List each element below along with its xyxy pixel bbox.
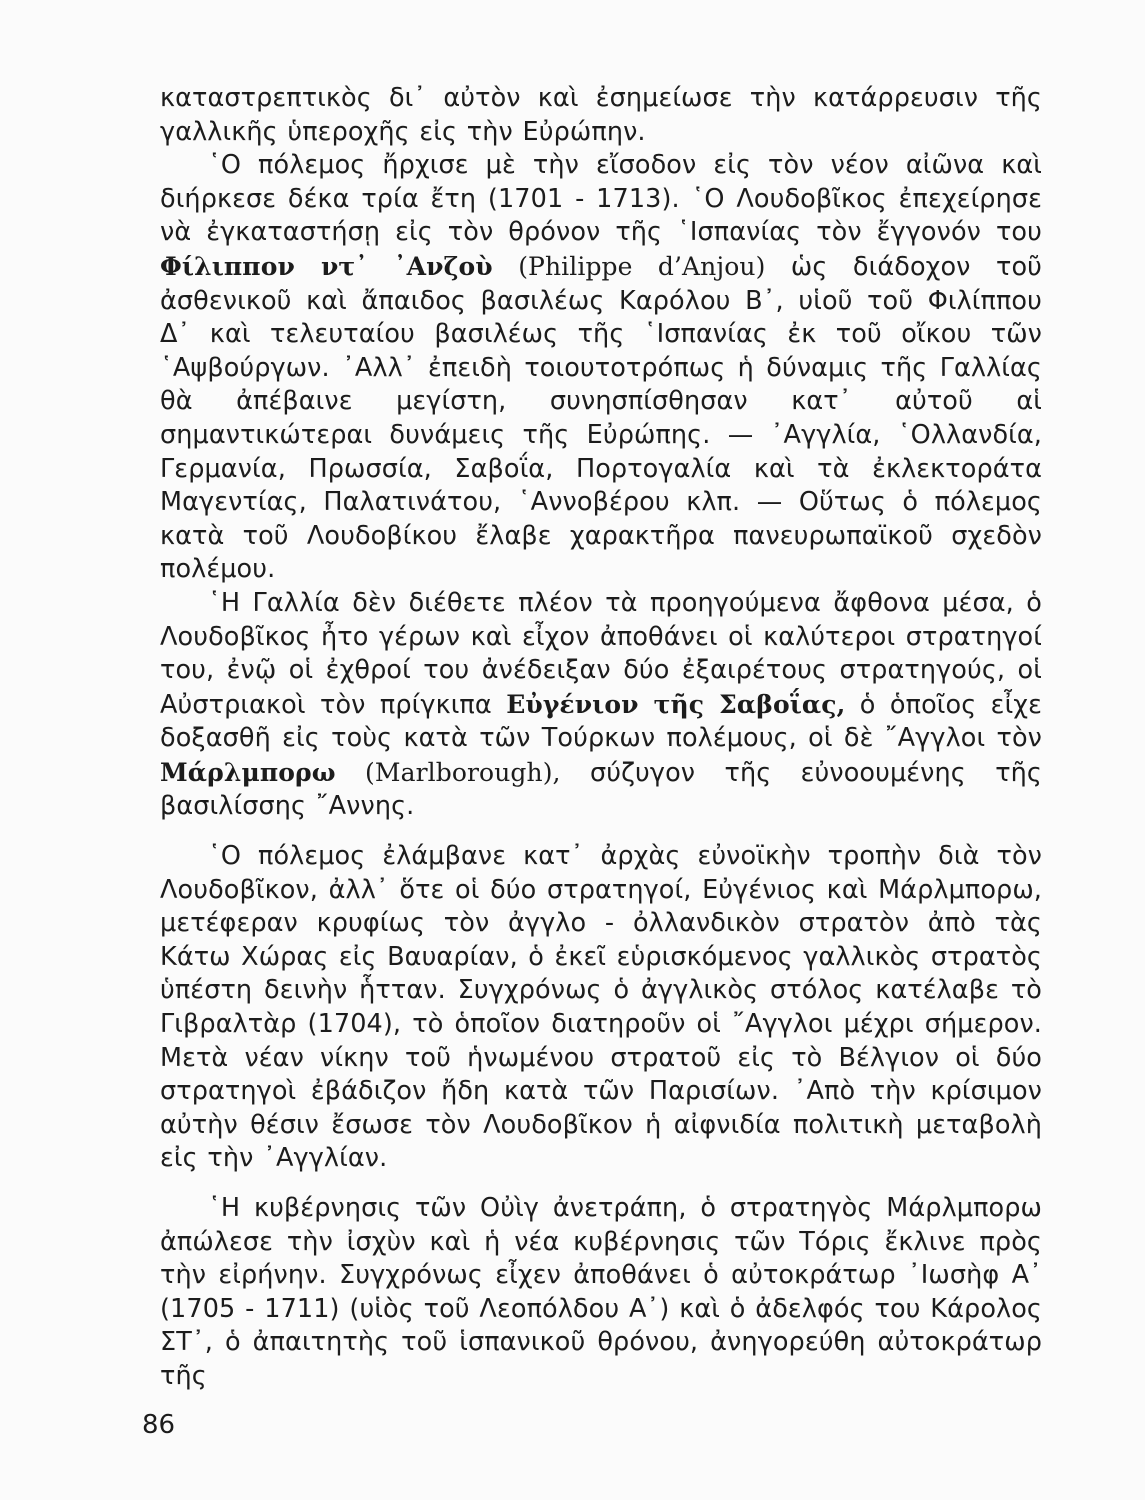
- text-run: ῾Ο πόλεμος ἤρχισε μὲ τὴν εἴσοδον εἰς τὸν νέον αἰῶνα καὶ διήρκεσε δέκα τρία ἔτη (1701 - 1713). ῾Ο Λουδοβῖκος ἐπεχείρησε νὰ ἐγκαταστήσῃ εἰς τὸν θρόνον τῆς ῾Ισπανίας τὸν ἔγγονόν του: [160, 150, 1042, 248]
- bold-name-philippe: Φίλιππον ντ᾽ ᾿Ανζοὺ: [160, 251, 493, 281]
- text-run: ῾Η κυβέρνησις τῶν Οὐὶγ ἀνετράπη, ὁ στρατηγὸς Μάρλμπορω ἀπώλεσε τὴν ἰσχὺν καὶ ἡ νέα κυβέρνησις τῶν Τόρις ἔκλινε πρὸς τὴν εἰρήνην. Συγχρόνως εἶχεν ἀποθάνει ὁ αὐτοκράτωρ ᾿Ιωσὴφ Α᾽ (1705 - 1711) (υἱὸς τοῦ Λεοπόλδου Α᾽) καὶ ὁ ἀδελφός του Κάρολος ΣΤ᾽, ὁ ἀπαιτητὴς τοῦ ἱσπανικοῦ θρόνου, ἀνηγορεύθη αὐτοκράτωρ τῆς: [160, 1193, 1042, 1391]
- text-run: ὡς διάδοχον τοῦ ἀσθενικοῦ καὶ ἄπαιδος βασιλέως Καρόλου Β᾽, υἱοῦ τοῦ Φιλίππου Δ᾽ καὶ τελευταίου βασιλέως τῆς ῾Ισπανίας ἐκ τοῦ οἴκου τῶν ῾Αψβούργων. ᾿Αλλ᾽ ἐπειδὴ τοιουτοτρόπως ἡ δύναμις τῆς Γαλλίας θὰ ἀπέβαινε μεγίστη, συνησπίσθησαν κατ᾽ αὐτοῦ αἱ σημαντικώτεραι δυνάμεις τῆς Εὐρώπης. — ᾿Αγγλία, ῾Ολλανδία, Γερμανία, Πρωσσία, Σαβοΐα, Πορτογαλία καὶ τὰ ἐκλεκτοράτα Μαγεντίας, Παλατινάτου, ῾Αννοβέρου κλπ. — Οὕτως ὁ πόλεμος κατὰ τοῦ Λουδοβίκου ἔλαβε χαρακτῆρα πανευρωπαϊκοῦ σχεδὸν πολέμου.: [160, 251, 1042, 585]
- paragraph-2: [160, 149, 1042, 587]
- latin-name-marlborough: (Marlborough),: [365, 757, 561, 787]
- paragraph-4: [160, 840, 1042, 1176]
- paragraph-3: [160, 587, 1042, 824]
- text-run: [336, 758, 365, 788]
- text-run: ῾Ο πόλεμος ἐλάμβανε κατ᾽ ἀρχὰς εὐνοϊκὴν τροπὴν διὰ τὸν Λουδοβῖκον, ἀλλ᾽ ὅτε οἱ δύο στρατηγοί, Εὐγένιος καὶ Μάρλμπορω, μετέφεραν κρυφίως τὸν ἀγγλο - ὀλλανδικὸν στρατὸν ἀπὸ τὰς Κάτω Χώρας εἰς Βαυαρίαν, ὁ ἐκεῖ εὑρισκόμενος γαλλικὸς στρατὸς ὑπέστη δεινὴν ἧτταν. Συγχρόνως ὁ ἀγγλικὸς στόλος κατέλαβε τὸ Γιβραλτὰρ (1704), τὸ ὁποῖον διατηροῦν οἱ ῎Αγγλοι μέχρι σήμερον. Μετὰ νέαν νίκην τοῦ ἡνωμένου στρατοῦ εἰς τὸ Βέλγιον οἱ δύο στρατηγοὶ ἐβάδιζον ἤδη κατὰ τῶν Παρισίων. ᾿Απὸ τὴν κρίσιμον αὐτὴν θέσιν ἔσωσε τὸν Λουδοβῖκον ἡ αἰφνιδία πολιτικὴ μεταβολὴ εἰς τὴν ᾿Αγγλίαν.: [160, 841, 1042, 1174]
- paragraph-5: [160, 1192, 1042, 1394]
- page-number: 86: [142, 1410, 176, 1440]
- text-run: σύζυγον τῆς εὐνοουμένης τῆς βασιλίσσης ῎Αννης.: [160, 757, 1042, 822]
- bold-name-marlborough: Μάρλμπορω: [160, 757, 336, 787]
- bold-name-eugene: Εὐγένιον τῆς Σαβοΐας,: [506, 689, 846, 719]
- paragraph-1: [160, 82, 1042, 149]
- text-run: καταστρεπτικὸς δι᾽ αὐτὸν καὶ ἐσημείωσε τὴν κατάρρευσιν τῆς γαλλικῆς ὑπεροχῆς εἰς τὴν Εὐρώπην.: [160, 83, 1042, 147]
- page-body: [160, 82, 1042, 1394]
- latin-name-philippe: (Philippe d’Anjou): [518, 251, 766, 281]
- text-run: [493, 252, 518, 282]
- text-run: ὁ ὁποῖος εἶχε δοξασθῆ εἰς τοὺς κατὰ τῶν Τούρκων πολέμους, οἱ δὲ ῎Αγγλοι τὸν: [160, 689, 1043, 754]
- text-run: ῾Η Γαλλία δὲν διέθετε πλέον τὰ προηγούμενα ἄφθονα μέσα, ὁ Λουδοβῖκος ἦτο γέρων καὶ εἶχον ἀποθάνει οἱ καλύτεροι στρατηγοί του, ἐνῷ οἱ ἐχθροί του ἀνέδειξαν δύο ἐξαιρέτους στρατηγούς, οἱ Αὐστριακοὶ τὸν πρίγκιπα: [160, 587, 1042, 720]
